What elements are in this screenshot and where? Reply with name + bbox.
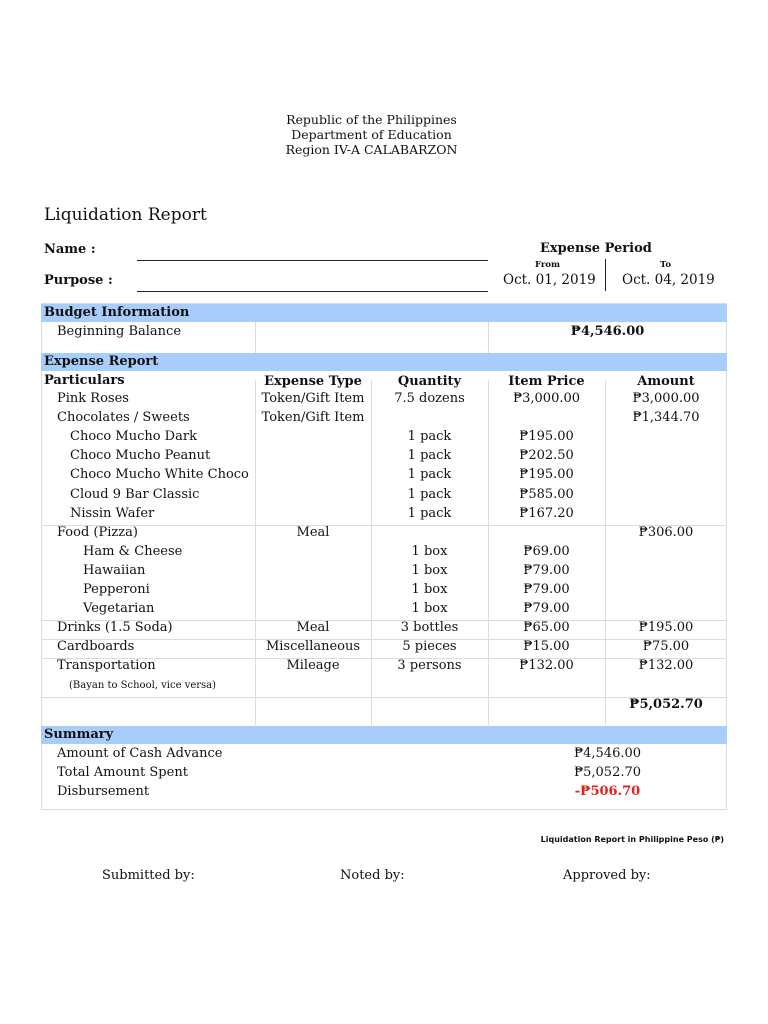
expense-cell-particular: Pepperoni xyxy=(83,582,150,597)
period-divider xyxy=(605,259,606,291)
purpose-field-line[interactable] xyxy=(137,291,488,292)
column-header-particulars: Particulars xyxy=(44,373,125,388)
beginning-balance-value: ₱4,546.00 xyxy=(570,324,645,339)
name-field-line[interactable] xyxy=(137,260,488,261)
expense-section-label: Expense Report xyxy=(44,354,159,369)
grid-line xyxy=(255,322,256,353)
column-header-quantity: Quantity xyxy=(397,374,462,389)
expense-cell-item-price: ₱79.00 xyxy=(523,601,570,617)
summary-disbursement-value: -₱506.70 xyxy=(574,784,641,799)
expense-cell-quantity: 1 pack xyxy=(407,467,452,483)
header-line-region: Region IV-A CALABARZON xyxy=(285,142,458,157)
expense-cell-expense-type: Token/Gift Item xyxy=(261,410,365,426)
summary-disbursement-label: Disbursement xyxy=(57,784,150,799)
summary-cash-advance-value: ₱4,546.00 xyxy=(573,746,642,761)
column-header-amount: Amount xyxy=(637,374,695,389)
to-date: Oct. 04, 2019 xyxy=(622,272,715,288)
expense-cell-quantity: 3 persons xyxy=(397,658,462,674)
expense-cell-expense-type: Miscellaneous xyxy=(265,639,361,655)
expense-cell-quantity: 1 pack xyxy=(407,448,452,464)
expense-cell-item-price: ₱79.00 xyxy=(523,562,570,578)
expense-cell-amount: ₱306.00 xyxy=(638,524,694,540)
expense-cell-quantity: 1 box xyxy=(411,543,448,559)
beginning-balance-label: Beginning Balance xyxy=(57,324,182,339)
expense-cell-particular: Drinks (1.5 Soda) xyxy=(57,620,173,636)
expense-cell-particular: Ham & Cheese xyxy=(83,543,183,559)
expense-cell-particular: Choco Mucho White Choco xyxy=(70,467,249,483)
expense-cell-particular: Nissin Wafer xyxy=(70,505,155,521)
expense-cell-item-price: ₱79.00 xyxy=(523,582,570,597)
expense-cell-amount: ₱132.00 xyxy=(638,658,694,674)
expense-cell-item-price: ₱202.50 xyxy=(519,448,574,464)
summary-section-label: Summary xyxy=(44,727,114,742)
expense-cell-quantity: 1 pack xyxy=(407,486,452,502)
expense-cell-item-price: ₱585.00 xyxy=(519,486,574,502)
expense-section-band xyxy=(41,353,727,371)
expense-cell-quantity: 1 box xyxy=(411,582,448,597)
expense-cell-particular: Food (Pizza) xyxy=(57,524,138,540)
currency-footnote: Liquidation Report in Philippine Peso (₱) xyxy=(540,835,724,844)
expense-cell-item-price: ₱15.00 xyxy=(523,639,570,655)
expense-cell-item-price: ₱132.00 xyxy=(519,658,574,674)
summary-cash-advance-label: Amount of Cash Advance xyxy=(57,746,223,761)
from-label: From xyxy=(535,260,561,270)
noted-by-label: Noted by: xyxy=(340,868,405,883)
approved-by-label: Approved by: xyxy=(563,868,651,883)
expense-cell-particular: Chocolates / Sweets xyxy=(57,410,190,426)
purpose-label: Purpose : xyxy=(44,273,113,288)
expense-cell-particular: Cloud 9 Bar Classic xyxy=(70,486,200,502)
expense-cell-amount: ₱3,000.00 xyxy=(632,391,700,406)
expense-period-title: Expense Period xyxy=(540,241,652,256)
expense-cell-particular: Transportation xyxy=(57,658,156,674)
header-line-republic: Republic of the Philippines xyxy=(286,112,457,127)
transport-note: (Bayan to School, vice versa) xyxy=(69,680,217,691)
expense-cell-quantity: 1 box xyxy=(411,601,448,617)
budget-section-label: Budget Information xyxy=(44,305,190,320)
column-header-expense-type: Expense Type xyxy=(264,374,362,389)
expense-total: ₱5,052.70 xyxy=(629,697,703,712)
expense-cell-quantity: 1 pack xyxy=(407,429,452,445)
expense-cell-item-price: ₱69.00 xyxy=(523,543,570,559)
expense-cell-amount: ₱195.00 xyxy=(638,620,694,636)
submitted-by-label: Submitted by: xyxy=(102,868,195,883)
expense-cell-quantity: 1 box xyxy=(411,562,448,578)
expense-cell-expense-type: Token/Gift Item xyxy=(261,391,365,406)
expense-cell-amount: ₱1,344.70 xyxy=(632,410,700,426)
expense-cell-particular: Choco Mucho Dark xyxy=(70,429,197,445)
expense-cell-item-price: ₱65.00 xyxy=(523,620,570,636)
expense-cell-particular: Choco Mucho Peanut xyxy=(70,448,211,464)
expense-cell-item-price: ₱195.00 xyxy=(519,429,574,445)
to-label: To xyxy=(660,260,672,270)
expense-cell-item-price: ₱167.20 xyxy=(519,505,574,521)
expense-cell-particular: Cardboards xyxy=(57,639,135,655)
expense-cell-particular: Pink Roses xyxy=(57,391,129,406)
expense-cell-quantity: 7.5 dozens xyxy=(394,391,465,406)
expense-cell-amount: ₱75.00 xyxy=(642,639,690,655)
expense-cell-quantity: 1 pack xyxy=(407,505,452,521)
expense-cell-item-price: ₱3,000.00 xyxy=(512,391,581,406)
expense-cell-expense-type: Meal xyxy=(296,524,330,540)
expense-cell-item-price: ₱195.00 xyxy=(519,467,574,483)
budget-section-band xyxy=(41,304,727,322)
summary-total-spent-label: Total Amount Spent xyxy=(57,765,188,780)
summary-section-band xyxy=(41,726,727,744)
report-title: Liquidation Report xyxy=(44,205,207,225)
expense-cell-quantity: 3 bottles xyxy=(400,620,459,636)
from-date: Oct. 01, 2019 xyxy=(503,272,596,288)
header-line-department: Department of Education xyxy=(291,127,452,142)
expense-cell-expense-type: Mileage xyxy=(286,658,340,674)
expense-cell-quantity: 5 pieces xyxy=(402,639,457,655)
expense-cell-expense-type: Meal xyxy=(296,620,330,636)
expense-cell-particular: Vegetarian xyxy=(83,601,155,617)
name-label: Name : xyxy=(44,242,96,257)
column-header-item-price: Item Price xyxy=(508,374,585,389)
summary-total-spent-value: ₱5,052.70 xyxy=(573,765,642,780)
expense-cell-particular: Hawaiian xyxy=(83,562,146,578)
report-sheet xyxy=(41,303,727,810)
